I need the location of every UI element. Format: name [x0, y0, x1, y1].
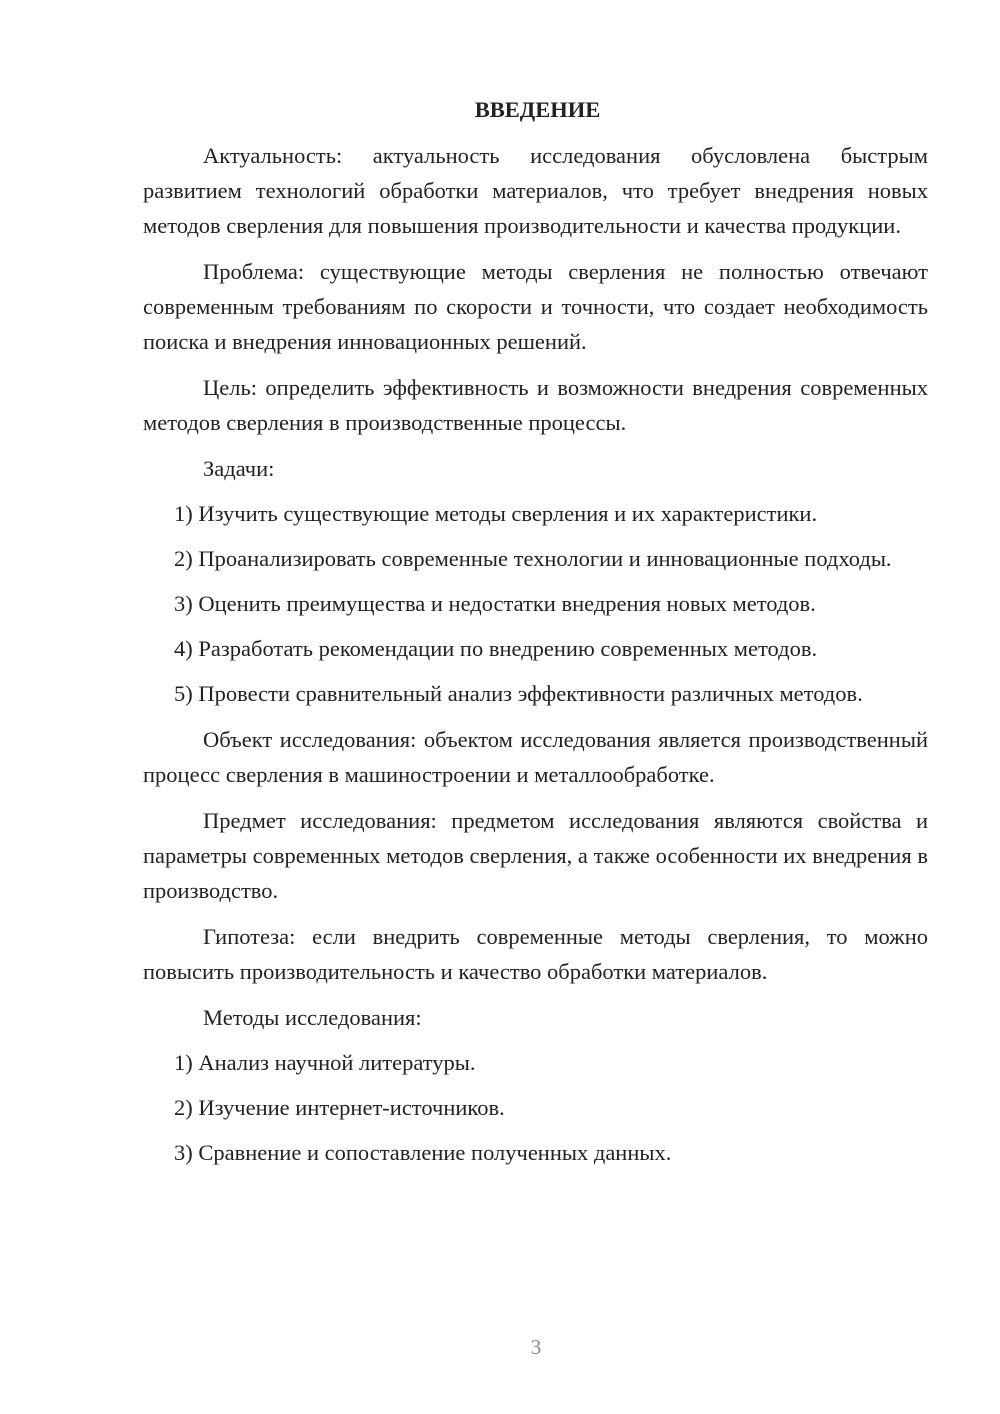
methods-heading: Методы исследования: [203, 1005, 422, 1030]
task-item-1: 1) Изучить существующие методы сверления и их характеристики. [174, 501, 818, 526]
task-item-4: 4) Разработать рекомендации по внедрению современных методов. [174, 636, 818, 661]
hypothesis-paragraph: Гипотеза: если внедрить современные методы сверления, то можно повысить производительность и качество обработки материалов. [143, 924, 928, 984]
task-item-2: 2) Проанализировать современные технологии и инновационные подходы. [174, 546, 892, 571]
task-item-3: 3) Оценить преимущества и недостатки внедрения новых методов. [174, 591, 816, 616]
object-paragraph: Объект исследования: объектом исследования является производственный процесс сверления в машиностроении и металлообработке. [143, 727, 928, 787]
problem-paragraph: Проблема: существующие методы сверления не полностью отвечают современным требованиям по скорости и точности, что создает необходимость поиска и внедрения инновационных решений. [143, 259, 928, 354]
task-item-5: 5) Провести сравнительный анализ эффективности различных методов. [174, 681, 863, 706]
relevance-paragraph: Актуальность: актуальность исследования обусловлена быстрым развитием технологий обработки материалов, что требует внедрения новых методов сверления для повышения производительности и качества продукции. [143, 143, 928, 238]
page-number: 3 [530, 1335, 542, 1359]
method-item-2: 2) Изучение интернет-источников. [174, 1095, 505, 1120]
page-title: ВВЕДЕНИЕ [474, 97, 601, 122]
subject-paragraph: Предмет исследования: предметом исследования являются свойства и параметры современных методов сверления, а также особенности их внедрения в производство. [143, 808, 928, 903]
method-item-3: 3) Сравнение и сопоставление полученных данных. [174, 1140, 672, 1165]
document-body [143, 92, 928, 1170]
goal-paragraph: Цель: определить эффективность и возможности внедрения современных методов сверления в производственные процессы. [143, 375, 928, 435]
method-item-1: 1) Анализ научной литературы. [174, 1050, 476, 1075]
tasks-heading: Задачи: [203, 456, 275, 481]
